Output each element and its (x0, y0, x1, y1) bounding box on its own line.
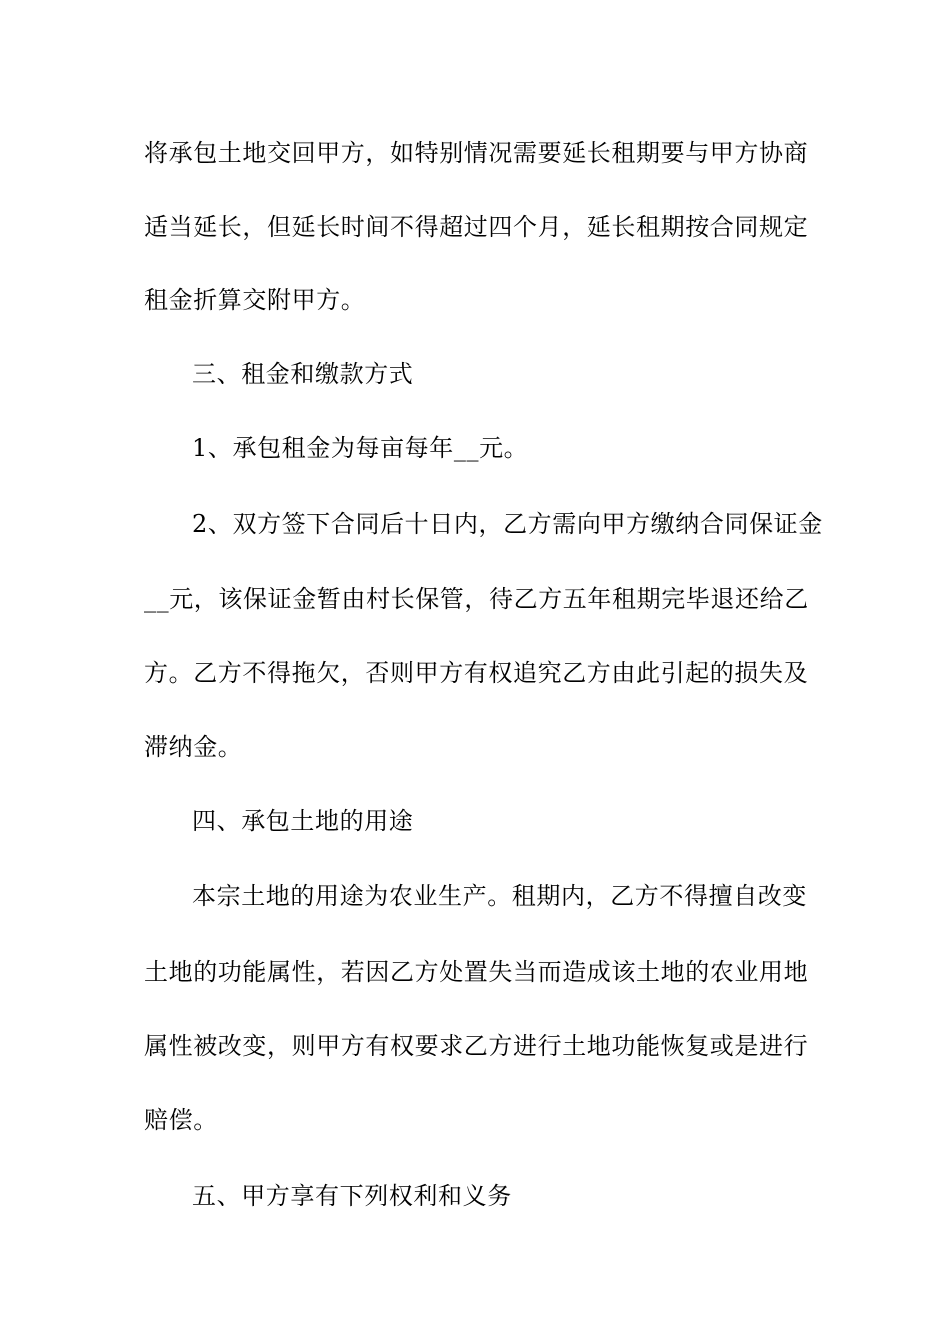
section-heading: 四、承包土地的用途 (192, 807, 414, 835)
body-line: 属性被改变，则甲方有权要求乙方进行土地功能恢复或是进行 (144, 1032, 809, 1060)
body-line: 土地的功能属性，若因乙方处置失当而造成该土地的农业用地 (144, 958, 809, 986)
body-line: __元，该保证金暂由村长保管，待乙方五年租期完毕退还给乙 (144, 585, 809, 613)
body-line: 2、双方签下合同后十日内，乙方需向甲方缴纳合同保证金 (192, 510, 823, 538)
section-heading: 三、租金和缴款方式 (192, 360, 414, 388)
body-line: 将承包土地交回甲方，如特别情况需要延长租期要与甲方协商 (144, 139, 809, 167)
body-line: 本宗土地的用途为农业生产。租期内，乙方不得擅自改变 (192, 882, 807, 910)
body-line: 方。乙方不得拖欠，否则甲方有权追究乙方由此引起的损失及 (144, 659, 809, 687)
section-heading: 五、甲方享有下列权利和义务 (192, 1182, 512, 1210)
body-line: 滞纳金。 (144, 733, 243, 761)
body-line: 1、承包租金为每亩每年__元。 (192, 434, 529, 462)
body-line: 租金折算交附甲方。 (144, 286, 366, 314)
body-line: 适当延长，但延长时间不得超过四个月，延长租期按合同规定 (144, 213, 809, 241)
body-line: 赔偿。 (144, 1106, 218, 1134)
